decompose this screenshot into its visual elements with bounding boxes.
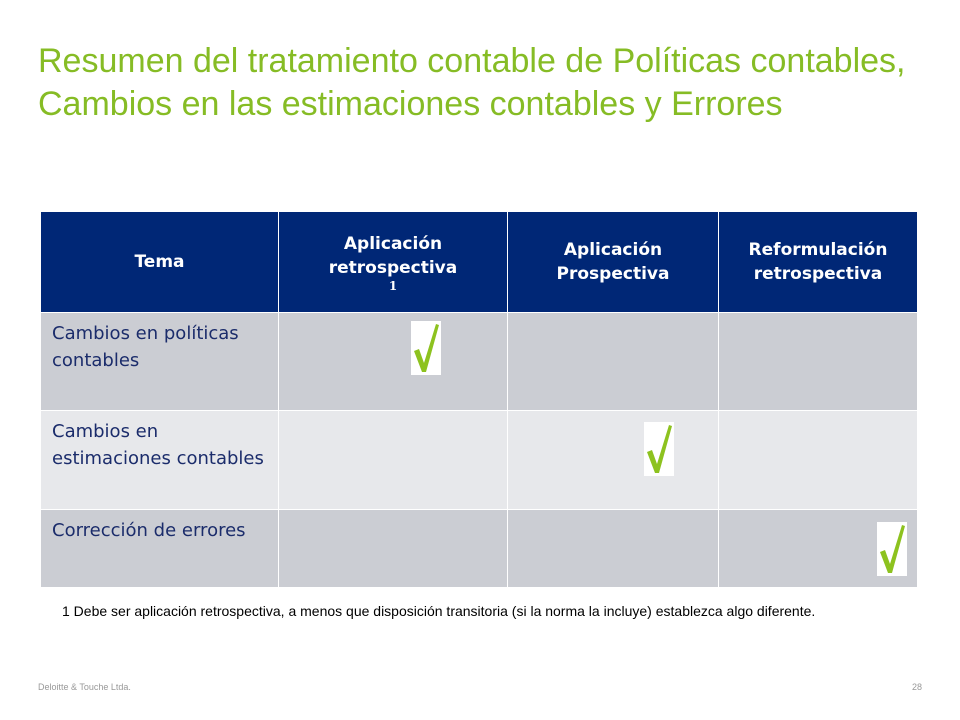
footnote-text: 1 Debe ser aplicación retrospectiva, a menos que disposición transitoria (si la norma la incluye) establezca algo diferente. <box>62 603 816 619</box>
treatment-table-container <box>41 212 917 587</box>
prospective-cell <box>508 510 719 588</box>
restatement-cell <box>719 411 918 510</box>
table-row <box>41 411 917 510</box>
slide-title: Resumen del tratamiento contable de Políticas contables, Cambios en las estimaciones contables y Errores <box>38 42 906 123</box>
footer-company: Deloitte & Touche Ltda. <box>38 682 131 692</box>
header-retrospective-application <box>279 212 508 313</box>
topic-cell <box>41 510 279 588</box>
restatement-cell <box>719 313 918 411</box>
page-number: 28 <box>911 682 922 692</box>
header-label: Aplicación retrospectiva <box>328 234 458 278</box>
prospective-cell <box>508 411 719 510</box>
topic-label: Corrección de errores <box>52 520 246 541</box>
table-header-row <box>41 212 917 313</box>
prospective-cell <box>508 313 719 411</box>
header-label: Aplicación Prospectiva <box>556 240 670 284</box>
header-prospective-application <box>508 212 719 313</box>
header-label: Tema <box>134 252 185 272</box>
treatment-table <box>41 212 917 587</box>
topic-label: Cambios en estimaciones contables <box>52 421 264 469</box>
footnote-marker: 1 <box>388 279 398 293</box>
header-tema <box>41 212 279 313</box>
restatement-cell <box>719 510 918 588</box>
retrospective-cell <box>279 411 508 510</box>
retrospective-cell <box>279 313 508 411</box>
topic-cell <box>41 313 279 411</box>
checkmark-icon <box>877 522 907 576</box>
checkmark-icon <box>411 321 441 375</box>
table-row <box>41 510 917 588</box>
header-retrospective-restatement <box>719 212 918 313</box>
retrospective-cell <box>279 510 508 588</box>
table-row <box>41 313 917 411</box>
topic-cell <box>41 411 279 510</box>
topic-label: Cambios en políticas contables <box>52 323 239 371</box>
checkmark-icon <box>644 422 674 476</box>
header-label: Reformulación retrospectiva <box>748 240 888 284</box>
